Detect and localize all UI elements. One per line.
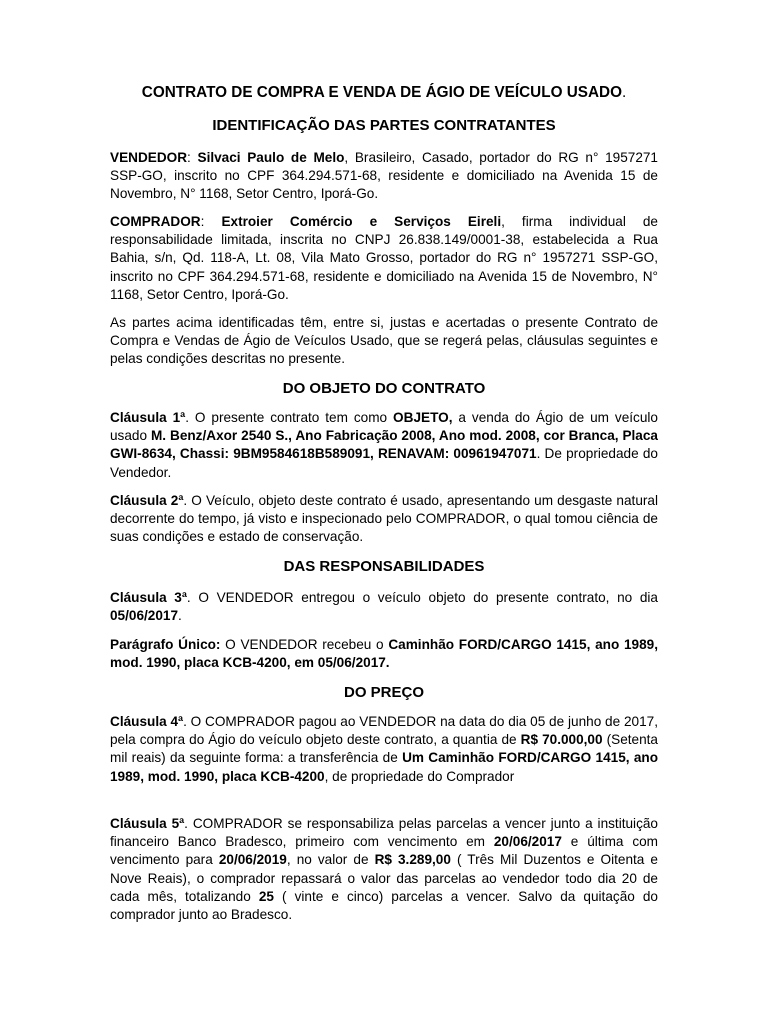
objeto-heading: DO OBJETO DO CONTRATO	[282, 380, 486, 397]
comprador-sep: :	[200, 214, 222, 229]
clausula-5-label: Cláusula 5ª	[110, 816, 185, 831]
clausula-3-end: .	[178, 608, 182, 624]
paragrafo-unico-bold: Caminhão FORD/CARGO 1415, ano 1989, mod. 1990, placa KCB-4200, em 05/06/2017.	[110, 637, 658, 671]
document-title	[0, 83, 768, 103]
paragrafo-unico-label: Parágrafo Único:	[110, 637, 221, 652]
clausula-5	[110, 815, 658, 924]
clausula-5-text-e: ( vinte e cinco) parcelas a vencer. Salvo da quitação do comprador junto ao Bradesco.	[110, 888, 658, 923]
clausula-1-text-c: . De propriedade do Vendedor.	[110, 446, 658, 480]
clausula-1-text-b: a venda do Ágio de um veículo usado	[110, 410, 658, 444]
clausula-4	[110, 713, 658, 786]
clausula-5-last-due: 20/06/2019	[218, 852, 287, 868]
clausula-4-amount: R$ 70.000,00	[520, 732, 603, 748]
clausula-3-label: Cláusula 3ª	[110, 590, 187, 605]
clausula-4-vehicle: Um Caminhão FORD/CARGO 1415, ano 1989, mod. 1990, placa KCB-4200	[110, 750, 658, 784]
clausula-1	[110, 409, 658, 482]
comprador-name: Extroier Comércio e Serviços Eireli	[221, 214, 502, 229]
paragrafo-unico-text: O VENDEDOR recebeu o	[220, 637, 389, 652]
clausula-5-text-d: ( Três Mil Duzentos e Oitenta e Nove Reais), o comprador repassará o valor das parcelas ao vendedor todo dia 20 de cada mês, totalizando	[110, 852, 658, 904]
clausula-1-label: Cláusula 1ª	[110, 410, 186, 425]
vendedor-label: VENDEDOR	[110, 150, 188, 165]
clausula-4-label: Cláusula 4ª	[110, 714, 184, 729]
comprador-paragraph	[110, 213, 658, 304]
clausula-4-text-c: , de propriedade do Comprador	[324, 768, 515, 784]
clausula-5-installment: R$ 3.289,00	[374, 852, 451, 868]
vendedor-text: , Brasileiro, Casado, portador do RG n° 1957271 SSP-GO, inscrito no CPF 364.294.571-68, residente e domiciliado na Avenida 15 de Novembro, N° 1168, Setor Centro, Iporá-Go.	[110, 150, 658, 202]
clausula-4-text-a: . O COMPRADOR pagou ao VENDEDOR na data do dia 05 de junho de 2017, pela compra do Ágio do veículo objeto deste contrato, a quantia de	[110, 714, 658, 748]
clausula-2-text: . O Veículo, objeto deste contrato é usado, apresentando um desgaste natural decorrente do tempo, já visto e inspecionado pelo COMPRADOR, o qual tomou ciência de suas condições e estado de conservação.	[110, 493, 658, 545]
vendedor-name: Silvaci Paulo de Melo	[197, 150, 345, 165]
clausula-3	[110, 589, 658, 625]
document-title-period: .	[621, 84, 627, 101]
clausula-3-date: 05/06/2017	[110, 608, 179, 624]
clausula-5-text-a: . COMPRADOR se responsabiliza pelas parcelas a vencer junto a instituição financeiro Banco Bradesco, primeiro com vencimento em	[110, 816, 658, 850]
clausula-5-text-b: e última com vencimento para	[110, 834, 658, 868]
comprador-text: , firma individual de responsabilidade limitada, inscrita no CNPJ 26.838.149/0001-38, estabelecida a Rua Bahia, s/n, Qd. 118-A, Lt. 08, Vila Mato Grosso, portador do RG n° 1957271 SSP-GO, inscrito no CPF 364.294.571-68, residente e domiciliado na Avenida 15 de Novembro, N° 1168, Setor Centro, Iporá-Go.	[110, 214, 658, 302]
vendedor-paragraph	[110, 149, 658, 204]
clausula-5-first-due: 20/06/2017	[493, 834, 562, 850]
paragrafo-unico	[110, 636, 658, 672]
clausula-3-text: . O VENDEDOR entregou o veículo objeto do presente contrato, no dia	[186, 590, 658, 605]
parties-heading: IDENTIFICAÇÃO DAS PARTES CONTRATANTES	[212, 117, 556, 134]
clausula-5-text-c: , no valor de	[286, 852, 375, 868]
vendedor-sep: :	[187, 150, 198, 165]
preco-heading: DO PREÇO	[343, 684, 424, 701]
document-title-text: CONTRATO DE COMPRA E VENDA DE ÁGIO DE VEÍCULO USADO	[141, 84, 622, 101]
comprador-label: COMPRADOR	[110, 214, 201, 229]
clausula-5-count: 25	[258, 888, 274, 904]
clausula-2-label: Cláusula 2ª	[110, 493, 184, 508]
clausula-1-bold-a: OBJETO,	[393, 410, 453, 425]
clausula-2	[110, 492, 658, 547]
clausula-4-text-b: (Setenta mil reais) da seguinte forma: a transferência de	[110, 732, 658, 766]
responsabilidades-heading: DAS RESPONSABILIDADES	[283, 558, 485, 575]
intro-paragraph: As partes acima identificadas têm, entre si, justas e acertadas o presente Contrato de Compra e Vendas de Ágio de Veículos Usado, que se regerá pelas, cláusulas seguintes e pelas condições descritas no presente.	[110, 315, 658, 367]
clausula-1-text-a: . O presente contrato tem como	[185, 410, 394, 425]
clausula-1-vehicle: M. Benz/Axor 2540 S., Ano Fabricação 2008, Ano mod. 2008, cor Branca, Placa GWI-8634, Chassi: 9BM9584618B589091, RENAVAM: 00961947071	[110, 428, 658, 462]
